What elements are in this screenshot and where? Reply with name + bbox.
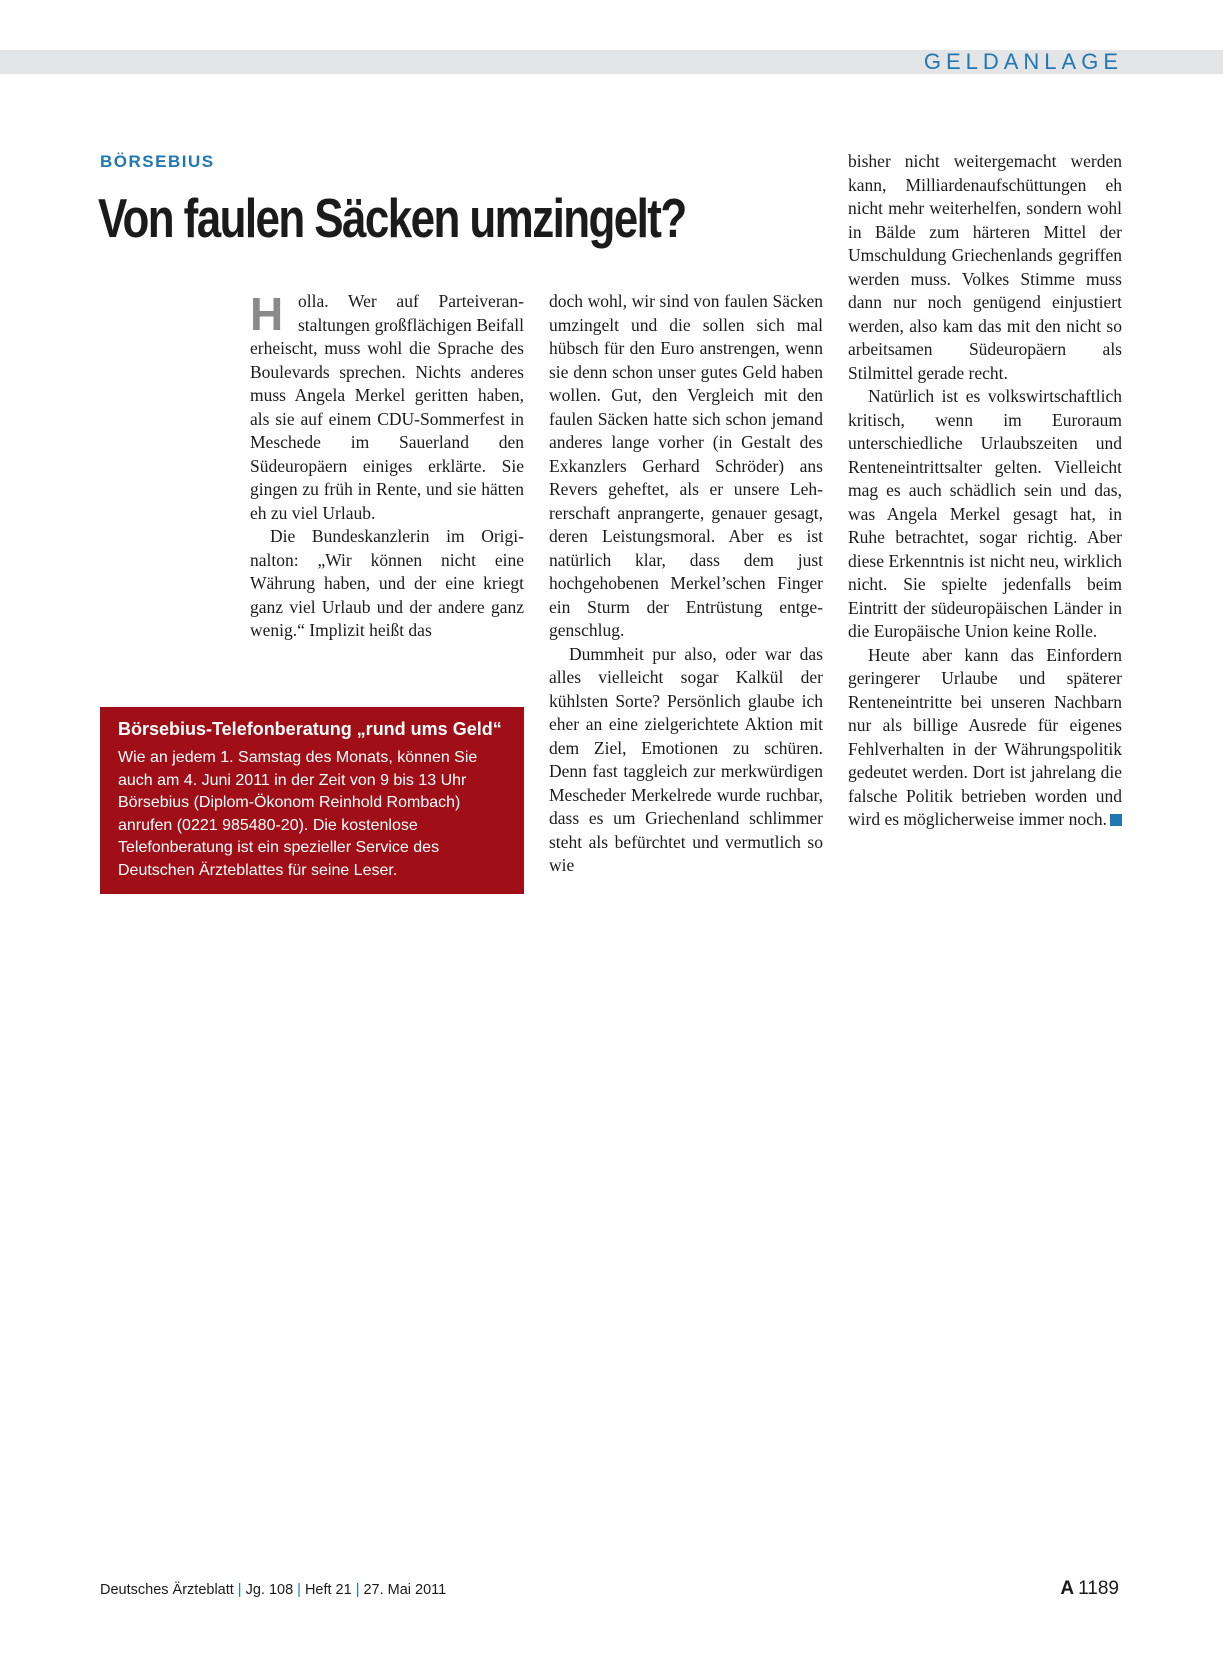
paragraph-text: olla. Wer auf Parteiveranstaltungen großflächigen Beifall erheischt, muss wohl die Sprache des Boulevards sprechen. Nichts anderes muss Angela Merkel geritten haben, als sie auf einem CDU-Sommerfest in Meschede im Sauerland den Südeuropäern einiges erklärte. Sie gingen zu früh in Rente, und sie hätten eh zu viel Urlaub. — [250, 291, 524, 523]
paragraph-text: Heute aber kann das Einfordern geringerer Urlaube und späterer Renteneintritte bei unseren Nachbarn nur als billige Ausrede für eigenes Fehlverhalten in der Währungspolitik gedeutet werden. Dort ist jahrelang die falsche Politik betrieben worden und wird es möglicherweise immer noch. — [848, 644, 1122, 829]
publication-name: Deutsches Ärzteblatt — [100, 1582, 234, 1598]
paragraph: doch wohl, wir sind von faulen Säcken umzingelt und die sollen sich mal hübsch für den Euro anstrengen, wenn sie denn schon unser gutes Geld haben wollen. Gut, den Vergleich mit den faulen Säcken hatte sich schon jemand anderes lange vorher (in Gestalt des Exkanzlers Gerhard Schröder) ans Revers geheftet, als er unsere Lehrerschaft anprangerte, genauer gesagt, deren Leistungsmoral. Aber es ist natürlich klar, dass dem just hochgehobenen Merkel’schen Finger ein Sturm der Entrüstung entgegenschlug. — [549, 291, 823, 640]
end-mark-icon — [1110, 814, 1122, 826]
paragraph: Dummheit pur also, oder war das alles vielleicht sogar Kalkül der kühlsten Sorte? Persönlich glaube ich eher an eine zielgerichtete Aktion mit dem Ziel, Emotionen zu schüren. Denn fast taggleich zur merkwürdigen Mescheder Merkelrede wurde ruchbar, dass es um Griechenland schlimmer steht als befürchtet und vermutlich so wie — [549, 643, 823, 875]
paragraph: Die Bundeskanzlerin im Originalton: „Wir können nicht eine Währung haben, und der eine kriegt ganz viel Urlaub und der andere ganz wenig.“ Implizit heißt das — [250, 526, 524, 640]
separator: | — [237, 1582, 242, 1598]
separator: | — [297, 1582, 301, 1598]
text-column-2 — [549, 290, 823, 878]
paragraph — [250, 290, 524, 525]
page-prefix: A — [1060, 1578, 1075, 1599]
text-column-3 — [848, 150, 1122, 832]
info-box-body: Wie an jedem 1. Samstag des Monats, können Sie auch am 4. Juni 2011 in der Zeit von 9 bis 13 Uhr Börsebius (Diplom-Ökonom Reinhold Rombach) anrufen (0221 985480-20). Die kostenlose Telefonberatung ist ein spezieller Service des Deutschen Ärzteblattes für seine Leser. — [118, 749, 478, 879]
volume: Jg. 108 — [245, 1582, 294, 1598]
info-box-title: Börsebius-Telefonberatung „rund ums Geld“ — [118, 719, 502, 739]
page-number — [1060, 1578, 1119, 1600]
issue: Heft 21 — [304, 1582, 352, 1598]
text-column-1 — [250, 290, 524, 643]
section-label: GELDANLAGE — [923, 49, 1123, 74]
paragraph — [848, 644, 1122, 832]
drop-cap: H — [250, 288, 284, 340]
article-kicker: BÖRSEBIUS — [100, 152, 215, 171]
issue-date: 27. Mai 2011 — [363, 1582, 447, 1598]
page-number-value: 1189 — [1078, 1578, 1119, 1599]
article-title: Von faulen Säcken umzingelt? — [98, 187, 686, 249]
paragraph: Natürlich ist es volkswirtschaftlich kritisch, wenn im Euroraum unterschiedliche Urlaubszeiten und Renteneintrittsalter gelten. Vielleicht mag es auch schädlich sein und das, was Angela Merkel gesagt hat, in Ruhe betrachtet, sogar richtig. Aber diese Erkenntnis ist nicht neu, wirklich nicht. Sie spielte jedenfalls beim Eintritt der südeuropäischen Länder in die Europäische Union keine Rolle. — [848, 386, 1122, 641]
paragraph: bisher nicht weitergemacht werden kann, Milliardenaufschüttungen eh nicht mehr weiterhelfen, sondern wohl in Bälde zum härteren Mittel der Umschuldung Griechenlands gegriffen werden muss. Volkes Stimme muss dann nur noch genügend einjustiert werden, also kam das mit den nicht so arbeitsamen Südeuropäern als Stilmittel gerade recht. — [848, 151, 1122, 383]
footer-citation — [100, 1582, 446, 1598]
separator: | — [355, 1582, 360, 1598]
info-box — [100, 707, 524, 894]
